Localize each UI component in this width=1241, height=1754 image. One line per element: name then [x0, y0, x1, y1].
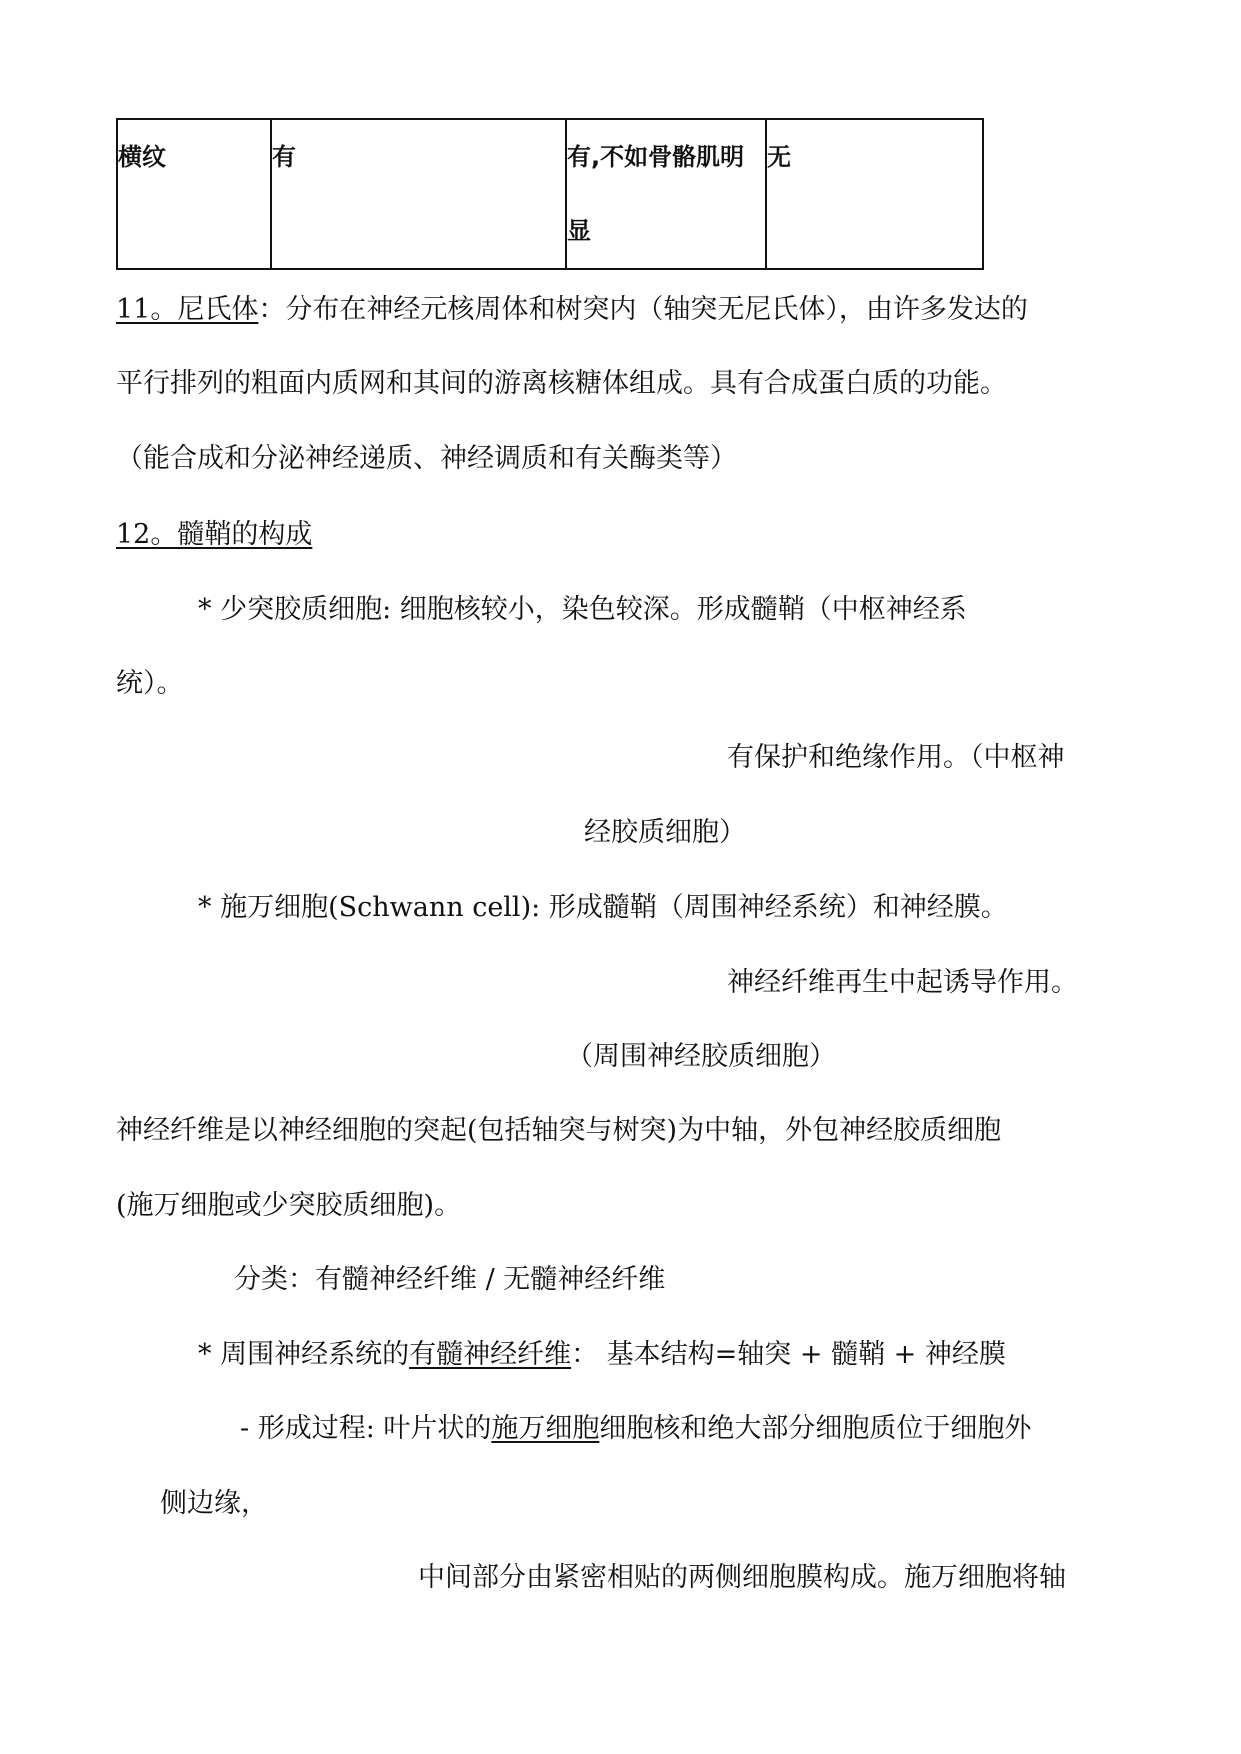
sec11-line1-text: ：分布在神经元核周体和树突内（轴突无尼氏体），由许多发达的: [258, 294, 1028, 325]
schwann-line1: * 施万细胞(Schwann cell): 形成髓鞘（周围神经系统）和神经膜。: [198, 892, 1008, 923]
fiber-line1: 神经纤维是以神经细胞的突起(包括轴突与树突)为中轴，外包神经胶质细胞: [116, 1115, 1002, 1146]
formation-line3: 中间部分由紧密相贴的两侧细胞膜构成。施万细胞将轴: [418, 1562, 1066, 1593]
schwann-line3: （周围神经胶质细胞）: [566, 1041, 836, 1072]
formation-suffix: 细胞核和绝大部分细胞质位于细胞外: [599, 1413, 1032, 1444]
table-row: [117, 119, 983, 269]
sec11-line3: （能合成和分泌神经递质、神经调质和有关酶类等）: [116, 443, 737, 474]
pns-structure-line: [198, 1337, 1006, 1373]
sec12-title: 12。髓鞘的构成: [116, 519, 313, 550]
formation-line2: 侧边缘，: [160, 1488, 268, 1519]
pns-term: 有髓神经纤维: [409, 1339, 572, 1370]
oligo-line3: 有保护和绝缘作用。（中枢神: [727, 742, 1065, 773]
table-cell-skeletal: 有: [271, 119, 566, 269]
classification-line: 分类：有髓神经纤维 / 无髓神经纤维: [234, 1264, 666, 1295]
pns-prefix: * 周围神经系统的: [198, 1339, 410, 1370]
sec11-title: 11。尼氏体: [116, 294, 259, 325]
schwann-line2: 神经纤维再生中起诱导作用。: [727, 967, 1078, 998]
sec11-line2: 平行排列的粗面内质网和其间的游离核糖体组成。具有合成蛋白质的功能。: [116, 368, 1007, 399]
formation-line1: [240, 1411, 1031, 1447]
table-cell-cardiac: 有,不如骨骼肌明显: [566, 119, 766, 269]
table-cell-property: 横纹: [117, 119, 271, 269]
formation-prefix: - 形成过程: 叶片状的: [240, 1413, 492, 1444]
table-cell-smooth: 无: [766, 119, 983, 269]
oligo-line4: 经胶质细胞）: [584, 817, 746, 848]
tissue-comparison-table: [116, 118, 984, 270]
formation-term: 施万细胞: [491, 1413, 600, 1444]
oligo-line2: 统）。: [116, 668, 184, 699]
oligo-line1: * 少突胶质细胞: 细胞核较小，染色较深。形成髓鞘（中枢神经系: [198, 594, 967, 625]
fiber-line2: (施万细胞或少突胶质细胞)。: [116, 1190, 462, 1221]
pns-suffix: ： 基本结构=轴突 + 髓鞘 + 神经膜: [571, 1339, 1006, 1370]
sec11-line1: [116, 292, 1028, 328]
